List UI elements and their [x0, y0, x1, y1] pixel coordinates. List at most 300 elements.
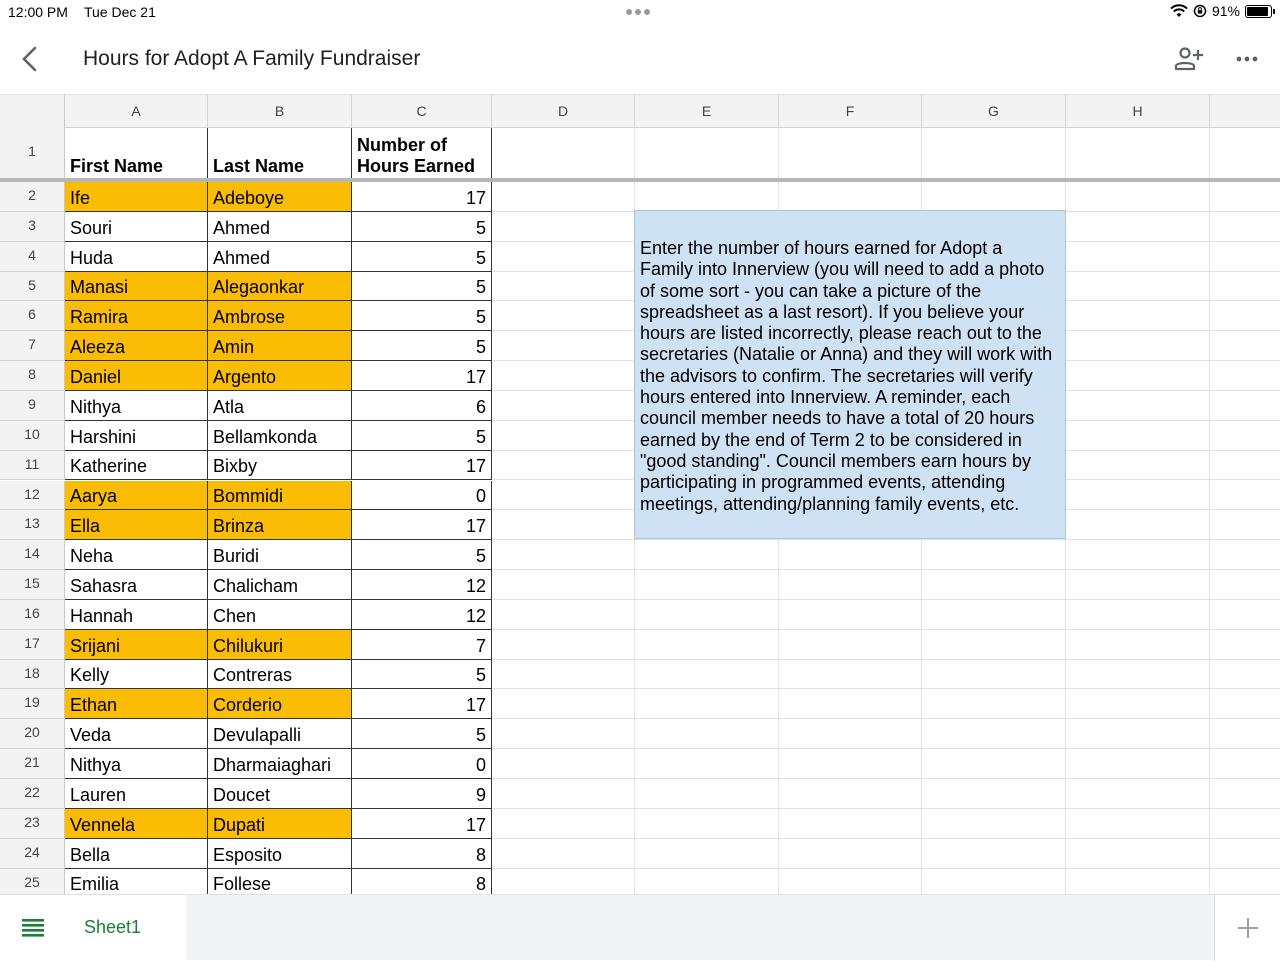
select-all-corner[interactable]: [0, 95, 65, 128]
hours-cell[interactable]: [352, 421, 492, 451]
last-name-cell[interactable]: [208, 869, 352, 894]
last-name-cell[interactable]: [208, 570, 352, 600]
empty-cell[interactable]: [922, 779, 1066, 809]
more-horizontal-icon: [1232, 44, 1262, 74]
status-date: Tue Dec 21: [84, 4, 156, 20]
last-name-cell[interactable]: [208, 660, 352, 690]
cell-text: 17: [465, 695, 486, 716]
hours-cell[interactable]: [352, 331, 492, 361]
column-header-i[interactable]: [1210, 95, 1280, 128]
empty-cell[interactable]: [1210, 301, 1280, 331]
empty-cell[interactable]: [492, 809, 635, 839]
row-header[interactable]: 11: [0, 451, 65, 481]
empty-cell[interactable]: [1066, 272, 1210, 302]
first-name-cell[interactable]: [65, 839, 208, 869]
empty-cell[interactable]: [922, 540, 1066, 570]
last-name-cell[interactable]: [208, 242, 352, 272]
wifi-icon: [1170, 4, 1188, 18]
empty-cell[interactable]: [1210, 510, 1280, 540]
empty-cell[interactable]: [1210, 242, 1280, 272]
cell-text: Vennela: [70, 814, 136, 835]
first-name-cell[interactable]: [65, 779, 208, 809]
cell-text: 9: [475, 784, 486, 805]
cell-text: 17: [465, 516, 486, 537]
cell-text: Bommidi: [213, 486, 284, 507]
empty-cell[interactable]: [492, 128, 635, 180]
empty-cell[interactable]: [922, 600, 1066, 630]
empty-cell[interactable]: [779, 660, 922, 690]
empty-cell[interactable]: [1066, 212, 1210, 242]
multitasking-dots-icon[interactable]: [626, 9, 650, 15]
last-name-cell[interactable]: [208, 182, 352, 212]
empty-cell[interactable]: [1210, 451, 1280, 481]
empty-cell[interactable]: [1210, 570, 1280, 600]
first-name-cell[interactable]: [65, 510, 208, 540]
empty-cell[interactable]: [492, 540, 635, 570]
empty-cell[interactable]: [492, 779, 635, 809]
empty-cell[interactable]: [635, 719, 779, 749]
row-header[interactable]: 22: [0, 779, 65, 809]
first-name-cell[interactable]: [65, 272, 208, 302]
cell-text: Corderio: [213, 695, 283, 716]
first-name-cell[interactable]: [65, 660, 208, 690]
cell-text: 17: [465, 366, 486, 387]
empty-cell[interactable]: [492, 481, 635, 511]
empty-cell[interactable]: [1066, 421, 1210, 451]
column-header-g[interactable]: G: [922, 95, 1066, 128]
column-header-d[interactable]: D: [492, 95, 635, 128]
empty-cell[interactable]: [635, 779, 779, 809]
cell-text: Souri: [70, 217, 113, 238]
hours-cell[interactable]: [352, 600, 492, 630]
row-header[interactable]: 1: [0, 128, 65, 180]
empty-cell[interactable]: [1066, 510, 1210, 540]
empty-cell[interactable]: [492, 301, 635, 331]
empty-cell[interactable]: [779, 809, 922, 839]
empty-cell[interactable]: [635, 630, 779, 660]
row-header[interactable]: 5: [0, 272, 65, 302]
empty-cell[interactable]: [1210, 540, 1280, 570]
row-header[interactable]: 15: [0, 570, 65, 600]
first-name-cell[interactable]: [65, 361, 208, 391]
row-header[interactable]: 4: [0, 242, 65, 272]
empty-cell[interactable]: [922, 570, 1066, 600]
empty-cell[interactable]: [779, 839, 922, 869]
cell-text: Sahasra: [70, 575, 138, 596]
empty-cell[interactable]: [922, 182, 1066, 212]
status-indicators: [1170, 3, 1272, 19]
empty-cell[interactable]: [1066, 301, 1210, 331]
share-button[interactable]: [1172, 44, 1206, 74]
cell-text: 5: [475, 337, 486, 358]
empty-cell[interactable]: [492, 630, 635, 660]
row-header[interactable]: 18: [0, 660, 65, 690]
last-name-cell[interactable]: [208, 421, 352, 451]
cell-text: Devulapalli: [213, 725, 302, 746]
empty-cell[interactable]: [492, 272, 635, 302]
cell-text: 12: [465, 605, 486, 626]
last-name-cell[interactable]: [208, 331, 352, 361]
empty-cell[interactable]: [492, 451, 635, 481]
hours-cell[interactable]: [352, 749, 492, 779]
row-header[interactable]: 14: [0, 540, 65, 570]
empty-cell[interactable]: [1066, 839, 1210, 869]
hours-cell[interactable]: [352, 779, 492, 809]
empty-cell[interactable]: [492, 361, 635, 391]
empty-cell[interactable]: [635, 182, 779, 212]
column-header-f[interactable]: F: [779, 95, 922, 128]
cell-text: Doucet: [213, 784, 271, 805]
cell-text: Ethan: [70, 695, 118, 716]
empty-cell[interactable]: [492, 570, 635, 600]
cell-text: Bella: [70, 844, 111, 865]
last-name-cell[interactable]: [208, 630, 352, 660]
empty-cell[interactable]: [779, 869, 922, 894]
row-header[interactable]: 2: [0, 182, 65, 212]
more-options-button[interactable]: [1232, 44, 1262, 74]
empty-cell[interactable]: [492, 421, 635, 451]
cell-text: 17: [465, 187, 486, 208]
status-time: 12:00 PM: [8, 4, 68, 20]
hours-cell[interactable]: [352, 272, 492, 302]
empty-cell[interactable]: [492, 242, 635, 272]
empty-cell[interactable]: [1210, 421, 1280, 451]
last-name-cell[interactable]: [208, 749, 352, 779]
empty-cell[interactable]: [492, 331, 635, 361]
empty-cell[interactable]: [1066, 809, 1210, 839]
column-header-h[interactable]: H: [1066, 95, 1210, 128]
cell-text: Daniel: [70, 366, 122, 387]
empty-cell[interactable]: [779, 630, 922, 660]
last-name-cell[interactable]: [208, 779, 352, 809]
empty-cell[interactable]: [1066, 869, 1210, 894]
column-header-e[interactable]: E: [635, 95, 779, 128]
hours-cell[interactable]: [352, 510, 492, 540]
hours-cell[interactable]: [352, 660, 492, 690]
empty-cell[interactable]: [635, 540, 779, 570]
row-header[interactable]: 3: [0, 212, 65, 242]
first-name-cell[interactable]: [65, 869, 208, 894]
empty-cell[interactable]: [1066, 689, 1210, 719]
row-header[interactable]: 12: [0, 481, 65, 511]
first-name-cell[interactable]: [65, 749, 208, 779]
first-name-cell[interactable]: [65, 630, 208, 660]
hours-cell[interactable]: [352, 869, 492, 894]
cell-text: 5: [475, 725, 486, 746]
cell-text: 5: [475, 546, 486, 567]
empty-cell[interactable]: [492, 660, 635, 690]
empty-cell[interactable]: [922, 689, 1066, 719]
empty-cell[interactable]: [1066, 391, 1210, 421]
sheet-tabs-bar: [0, 894, 1280, 960]
empty-cell[interactable]: [1210, 630, 1280, 660]
cell-text: 5: [475, 665, 486, 686]
empty-cell[interactable]: [1210, 331, 1280, 361]
empty-cell[interactable]: [1066, 630, 1210, 660]
instructions-note-cell[interactable]: Enter the number of hours earned for Adopt a Family into Innerview (you will need to add a photo of some sort - you can take a picture of the spreadsheet as a last resort). If you believe your hours are listed incorrectly, please reach out to the secretaries (Natalie or Anna) and they will work with the advisors to confirm. The secretaries will verify hours entered into Innerview. A reminder, each council member needs to have a total of 20 hours earned by the end of Term 2 to be considered in "good standing". Council members earn hours by participating in programmed events, attending meetings, attending/planning family events, etc.: [634, 210, 1066, 539]
empty-cell[interactable]: [492, 182, 635, 212]
spreadsheet-grid[interactable]: [0, 94, 1280, 894]
empty-cell[interactable]: [1210, 689, 1280, 719]
empty-cell[interactable]: [635, 689, 779, 719]
first-name-cell[interactable]: [65, 809, 208, 839]
last-name-cell[interactable]: [208, 839, 352, 869]
last-name-cell[interactable]: [208, 600, 352, 630]
empty-cell[interactable]: [1066, 749, 1210, 779]
column-header-a[interactable]: A: [65, 95, 208, 128]
hours-cell[interactable]: [352, 570, 492, 600]
empty-cell[interactable]: [1066, 242, 1210, 272]
first-name-cell[interactable]: [65, 600, 208, 630]
first-name-cell[interactable]: [65, 451, 208, 481]
cell-text: Srijani: [70, 635, 121, 656]
empty-cell[interactable]: [635, 749, 779, 779]
row-header[interactable]: 9: [0, 391, 65, 421]
empty-cell[interactable]: [1210, 749, 1280, 779]
cell-text: Chalicham: [213, 575, 299, 596]
hours-cell[interactable]: [352, 630, 492, 660]
cell-text: Nithya: [70, 396, 122, 417]
cell-text: Ella: [70, 516, 101, 537]
empty-cell[interactable]: [922, 630, 1066, 660]
empty-cell[interactable]: [492, 749, 635, 779]
last-name-cell[interactable]: [208, 689, 352, 719]
row-header[interactable]: 20: [0, 719, 65, 749]
cell-text: 5: [475, 277, 486, 298]
cell-text: Chilukuri: [213, 635, 284, 656]
last-name-cell[interactable]: [208, 301, 352, 331]
column-header-b[interactable]: B: [208, 95, 352, 128]
empty-cell[interactable]: [492, 869, 635, 894]
cell-text: Bixby: [213, 456, 258, 477]
cell-text: Atla: [213, 396, 245, 417]
empty-cell[interactable]: [1210, 361, 1280, 391]
back-button[interactable]: [16, 44, 44, 74]
row-header[interactable]: 13: [0, 510, 65, 540]
empty-cell[interactable]: [492, 212, 635, 242]
status-bar: [0, 0, 1280, 26]
empty-cell[interactable]: [1210, 809, 1280, 839]
row-header[interactable]: 17: [0, 630, 65, 660]
empty-cell[interactable]: [922, 839, 1066, 869]
hours-cell[interactable]: [352, 809, 492, 839]
row-header[interactable]: 23: [0, 809, 65, 839]
add-sheet-button[interactable]: [1214, 895, 1280, 961]
document-title: Hours for Adopt A Family Fundraiser: [83, 47, 421, 70]
empty-cell[interactable]: [922, 719, 1066, 749]
hours-cell[interactable]: [352, 182, 492, 212]
last-name-cell[interactable]: [208, 719, 352, 749]
empty-cell[interactable]: [779, 182, 922, 212]
empty-cell[interactable]: [1210, 719, 1280, 749]
first-name-cell[interactable]: [65, 331, 208, 361]
row-header[interactable]: 7: [0, 331, 65, 361]
empty-cell[interactable]: [779, 570, 922, 600]
row-header[interactable]: 24: [0, 839, 65, 869]
cell-text: Aarya: [70, 486, 118, 507]
row-header[interactable]: 16: [0, 600, 65, 630]
empty-cell[interactable]: [1066, 331, 1210, 361]
empty-cell[interactable]: [1066, 128, 1210, 180]
cell-text: 0: [475, 754, 486, 775]
empty-cell[interactable]: [1210, 839, 1280, 869]
empty-cell[interactable]: [1066, 570, 1210, 600]
first-name-cell[interactable]: [65, 301, 208, 331]
empty-cell[interactable]: [635, 869, 779, 894]
cell-text: Ife: [70, 187, 91, 208]
empty-cell[interactable]: [1210, 391, 1280, 421]
hours-cell[interactable]: [352, 839, 492, 869]
last-name-cell[interactable]: [208, 391, 352, 421]
hours-cell[interactable]: [352, 361, 492, 391]
empty-cell[interactable]: [635, 128, 779, 180]
empty-cell[interactable]: [492, 600, 635, 630]
battery-icon: [1245, 5, 1272, 18]
empty-cell[interactable]: [635, 839, 779, 869]
hours-cell[interactable]: [352, 391, 492, 421]
cell-text: Harshini: [70, 426, 137, 447]
empty-cell[interactable]: [635, 809, 779, 839]
cell-text: Ahmed: [213, 217, 271, 238]
empty-cell[interactable]: [635, 570, 779, 600]
first-name-cell[interactable]: [65, 391, 208, 421]
first-name-cell[interactable]: [65, 719, 208, 749]
battery-level: [1247, 7, 1268, 16]
empty-cell[interactable]: [1210, 779, 1280, 809]
empty-cell[interactable]: [922, 128, 1066, 180]
cell-text: Esposito: [213, 844, 283, 865]
empty-cell[interactable]: [1210, 212, 1280, 242]
empty-cell[interactable]: [492, 391, 635, 421]
last-name-cell[interactable]: [208, 212, 352, 242]
empty-cell[interactable]: [779, 719, 922, 749]
cell-text: Buridi: [213, 546, 260, 567]
empty-cell[interactable]: [1210, 869, 1280, 894]
empty-cell[interactable]: [1210, 481, 1280, 511]
empty-cell[interactable]: [922, 869, 1066, 894]
first-name-cell[interactable]: [65, 421, 208, 451]
empty-cell[interactable]: [635, 600, 779, 630]
empty-cell[interactable]: [1066, 361, 1210, 391]
empty-cell[interactable]: [1066, 481, 1210, 511]
empty-cell[interactable]: [1066, 600, 1210, 630]
hours-cell[interactable]: [352, 481, 492, 511]
header-cell-last-name[interactable]: [208, 128, 352, 180]
cell-text: Brinza: [213, 516, 265, 537]
first-name-cell[interactable]: [65, 212, 208, 242]
last-name-cell[interactable]: [208, 510, 352, 540]
hours-cell[interactable]: [352, 242, 492, 272]
empty-cell[interactable]: [779, 540, 922, 570]
header-cell-first-name[interactable]: [65, 128, 208, 180]
empty-cell[interactable]: [492, 510, 635, 540]
empty-cell[interactable]: [1210, 660, 1280, 690]
cell-text: Ambrose: [213, 307, 286, 328]
empty-cell[interactable]: [635, 660, 779, 690]
cell-text: Neha: [70, 546, 114, 567]
cell-text: 5: [475, 307, 486, 328]
empty-cell[interactable]: [779, 128, 922, 180]
cell-text: 17: [465, 814, 486, 835]
last-name-cell[interactable]: [208, 540, 352, 570]
hours-cell[interactable]: [352, 301, 492, 331]
empty-cell[interactable]: [779, 600, 922, 630]
last-name-cell[interactable]: [208, 361, 352, 391]
column-header-c[interactable]: C: [352, 95, 492, 128]
empty-cell[interactable]: [492, 839, 635, 869]
all-sheets-button[interactable]: [0, 895, 66, 961]
empty-cell[interactable]: [1066, 719, 1210, 749]
row-header[interactable]: 25: [0, 869, 65, 894]
hours-cell[interactable]: [352, 689, 492, 719]
empty-cell[interactable]: [779, 689, 922, 719]
empty-cell[interactable]: [922, 660, 1066, 690]
cell-text: Alegaonkar: [213, 277, 305, 298]
hours-cell[interactable]: [352, 451, 492, 481]
row-header[interactable]: 19: [0, 689, 65, 719]
first-name-cell[interactable]: [65, 481, 208, 511]
first-name-cell[interactable]: [65, 570, 208, 600]
sheet-list-icon: [0, 895, 66, 961]
cell-text: Huda: [70, 247, 114, 268]
empty-cell[interactable]: [1066, 779, 1210, 809]
empty-cell[interactable]: [779, 779, 922, 809]
empty-cell[interactable]: [922, 809, 1066, 839]
empty-cell[interactable]: [1210, 182, 1280, 212]
cell-text: 7: [475, 635, 486, 656]
hours-cell[interactable]: [352, 719, 492, 749]
column-headers: [0, 95, 1280, 128]
chevron-left-icon: [16, 44, 44, 74]
last-name-cell[interactable]: [208, 809, 352, 839]
empty-cell[interactable]: [1066, 660, 1210, 690]
empty-cell[interactable]: [1066, 182, 1210, 212]
cell-text: Follese: [213, 874, 272, 894]
header-cell-hours[interactable]: [352, 128, 492, 180]
first-name-cell[interactable]: [65, 689, 208, 719]
empty-cell[interactable]: [779, 749, 922, 779]
row-header[interactable]: 21: [0, 749, 65, 779]
row-header[interactable]: 6: [0, 301, 65, 331]
empty-cell[interactable]: [1210, 128, 1280, 180]
cell-text: 6: [475, 396, 486, 417]
sheet-tab-sheet1[interactable]: Sheet1: [66, 895, 186, 961]
empty-cell[interactable]: [1210, 600, 1280, 630]
hours-cell[interactable]: [352, 212, 492, 242]
first-name-cell[interactable]: [65, 182, 208, 212]
last-name-cell[interactable]: [208, 451, 352, 481]
cell-text: Chen: [213, 605, 257, 626]
first-name-cell[interactable]: [65, 540, 208, 570]
row-header[interactable]: 8: [0, 361, 65, 391]
empty-cell[interactable]: [492, 689, 635, 719]
row-header[interactable]: 10: [0, 421, 65, 451]
empty-cell[interactable]: [922, 749, 1066, 779]
cell-text: Nithya: [70, 754, 122, 775]
hours-cell[interactable]: [352, 540, 492, 570]
empty-cell[interactable]: [1210, 272, 1280, 302]
cell-text: Lauren: [70, 784, 127, 805]
empty-cell[interactable]: [1066, 540, 1210, 570]
last-name-cell[interactable]: [208, 272, 352, 302]
first-name-cell[interactable]: [65, 242, 208, 272]
header-text: Number of Hours Earned: [357, 135, 476, 176]
cell-text: Emilia: [70, 874, 120, 894]
last-name-cell[interactable]: [208, 481, 352, 511]
cell-text: 0: [475, 486, 486, 507]
empty-cell[interactable]: [492, 719, 635, 749]
empty-cell[interactable]: [1066, 451, 1210, 481]
